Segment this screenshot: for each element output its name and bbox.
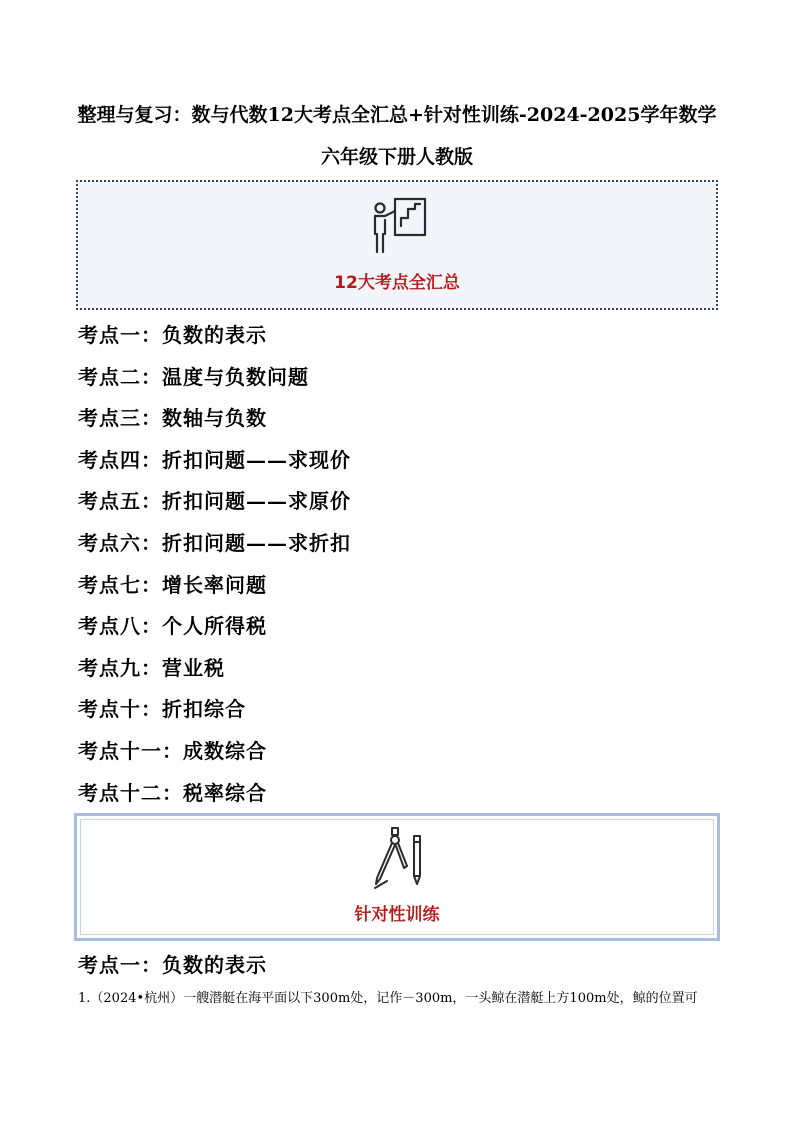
topic-item: 考点二：温度与负数问题 [78,364,309,389]
training-banner [74,813,720,941]
page-title-line1: 整理与复习：数与代数12大考点全汇总+针对性训练-2024-2025学年数学 [77,104,717,126]
topic-item: 考点九：营业税 [78,655,225,680]
topic-item: 考点五：折扣问题——求原价 [78,489,351,514]
training-banner-title: 针对性训练 [354,905,440,925]
teacher-presentation-icon [371,196,431,256]
topic-item: 考点十一：成数综合 [78,738,267,763]
topic-item: 考点十二：税率综合 [78,780,267,805]
topic-item: 考点四：折扣问题——求现价 [78,447,351,472]
section-heading: 考点一：负数的表示 [78,953,267,977]
compass-pencil-icon [369,826,429,894]
topic-item: 考点三：数轴与负数 [78,406,267,431]
question-text: 1.（2024•杭州）一艘潜艇在海平面以下300m处，记作－300m，一头鲸在潜艇上方100m处，鲸的位置可 [78,991,698,1006]
summary-banner [76,180,718,310]
topic-item: 考点一：负数的表示 [78,323,267,347]
page-title-line2: 六年级下册人教版 [320,146,473,168]
topic-item: 考点十：折扣综合 [78,697,246,722]
topic-item: 考点八：个人所得税 [78,614,267,639]
topic-item: 考点六：折扣问题——求折扣 [78,530,351,555]
topic-item: 考点七：增长率问题 [78,572,267,597]
summary-banner-title: 12大考点全汇总 [334,273,460,293]
topic-list [78,318,718,817]
